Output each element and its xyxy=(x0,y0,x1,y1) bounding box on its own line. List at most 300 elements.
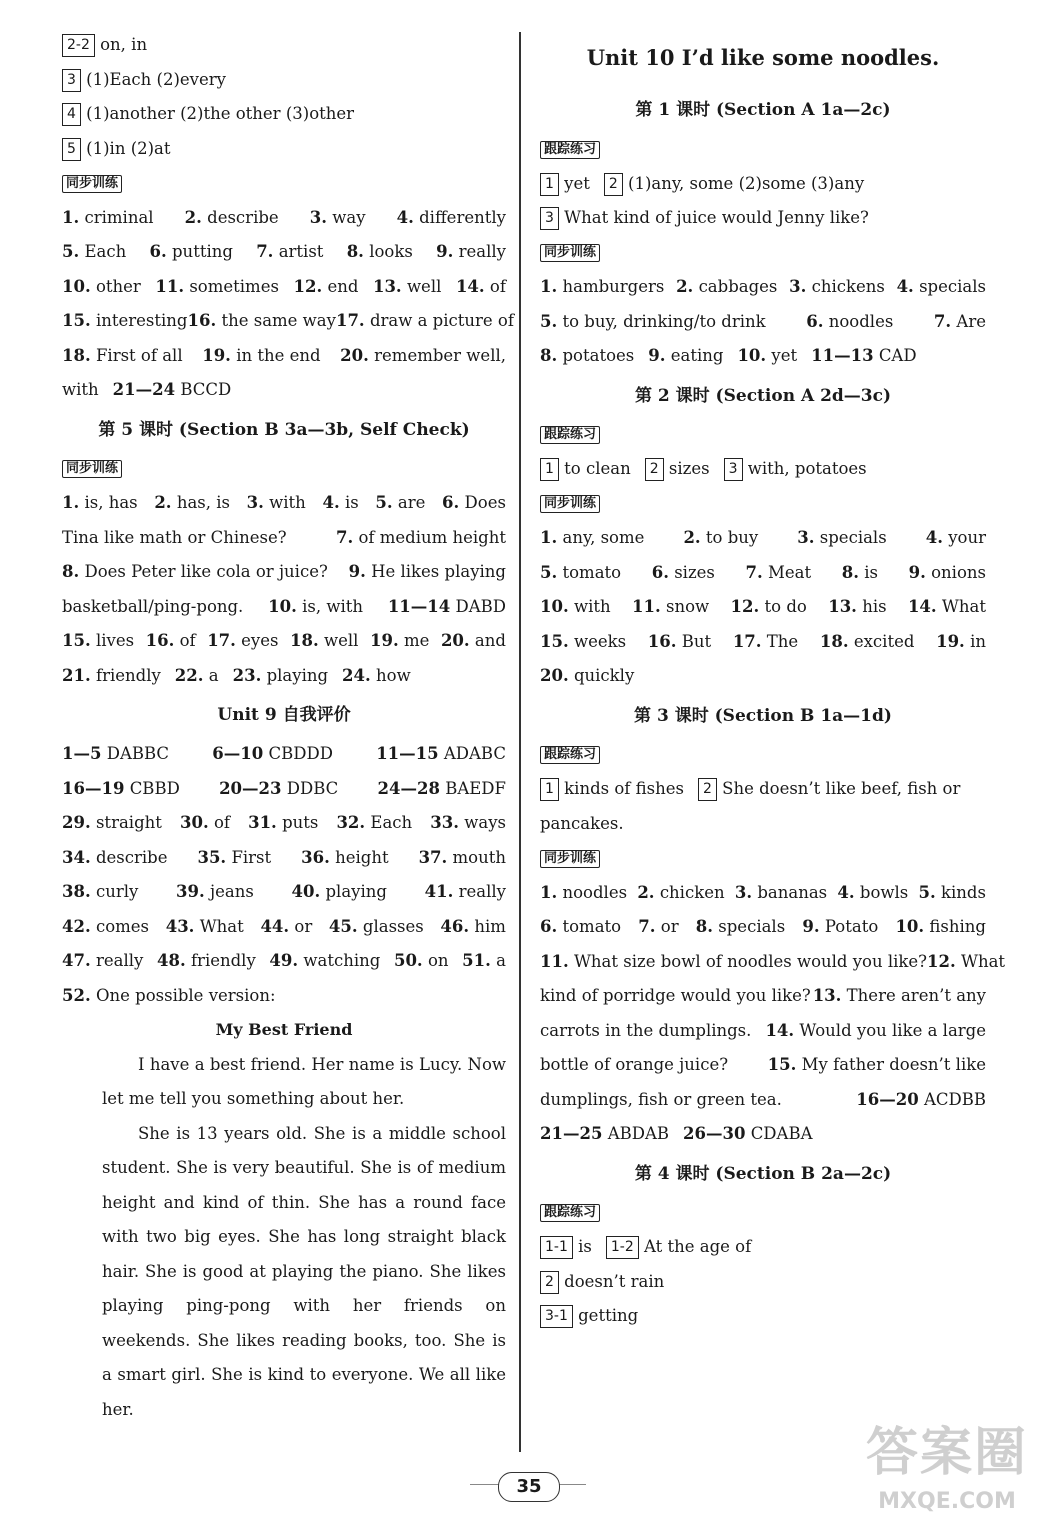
answer-item xyxy=(820,625,915,660)
question-number-box: 2 xyxy=(540,1271,559,1294)
answer-text: doesn’t rain xyxy=(558,1271,665,1291)
answer-number: 14. xyxy=(455,276,485,296)
boxed-answer-item xyxy=(62,139,171,158)
answer-item xyxy=(62,201,154,236)
answer-item xyxy=(260,910,312,945)
answer-text: how xyxy=(376,665,411,685)
answer-line xyxy=(540,1117,986,1152)
answer-line xyxy=(540,521,986,556)
answer-text: CBDDD xyxy=(268,744,333,763)
answer-text: describe xyxy=(207,207,279,227)
answer-number: 9. xyxy=(802,917,820,936)
answer-line xyxy=(62,772,506,807)
answer-number: 12. xyxy=(730,597,760,616)
answer-item xyxy=(540,625,626,660)
answer-text: What xyxy=(199,916,244,936)
question-number-box: 3-1 xyxy=(540,1305,573,1328)
answer-item xyxy=(746,556,812,591)
answer-number: 11—14 xyxy=(387,596,451,616)
answer-item xyxy=(895,910,986,945)
answer-line xyxy=(540,876,986,911)
answer-item xyxy=(926,521,986,556)
answer-number: 7. xyxy=(745,562,763,582)
answer-number: 7. xyxy=(638,917,656,936)
answer-number: 15. xyxy=(767,1055,797,1074)
answer-text: straight xyxy=(95,813,162,832)
answer-item xyxy=(175,666,219,685)
answer-line xyxy=(540,305,986,340)
answer-item xyxy=(292,875,387,910)
answer-text: carrots in the dumplings. xyxy=(540,1020,752,1040)
answer-text: friendly xyxy=(95,665,161,685)
answer-number: 9. xyxy=(436,242,454,261)
lesson1-heading: 第 1 课时 (Section A 1a—2c) xyxy=(635,100,891,120)
answer-text: hamburgers xyxy=(562,277,665,296)
answer-item xyxy=(648,625,711,660)
answer-text: him xyxy=(474,916,506,936)
answer-item xyxy=(197,841,271,876)
answer-text: (1)in (2)at xyxy=(80,138,171,158)
answer-item xyxy=(768,1048,986,1083)
answer-number: 9. xyxy=(908,562,926,582)
left-column xyxy=(62,28,514,1427)
answer-item xyxy=(648,346,723,365)
answer-text: playing xyxy=(325,882,387,901)
answer-text: She doesn’t like beef, fish or xyxy=(716,779,961,798)
answer-item xyxy=(290,624,358,659)
answer-number: 11. xyxy=(540,951,569,971)
answer-item xyxy=(927,945,1005,980)
answer-item xyxy=(540,590,611,625)
answer-item xyxy=(683,521,758,556)
answer-text: snow xyxy=(666,597,710,616)
answer-text: criminal xyxy=(84,207,154,227)
answer-text: other xyxy=(95,276,141,296)
answer-text: sometimes xyxy=(189,276,279,296)
answer-text: puts xyxy=(282,813,319,832)
answer-text: with xyxy=(573,597,611,616)
answer-line xyxy=(62,806,506,841)
answer-number: 2. xyxy=(676,277,694,296)
answer-text: Would you like a large xyxy=(799,1020,986,1040)
answer-text: of xyxy=(489,276,506,296)
answer-number: 30. xyxy=(179,813,209,832)
answer-number: 3. xyxy=(734,882,753,902)
answer-item xyxy=(540,1083,782,1118)
sync-label: 同步训练 xyxy=(540,495,600,513)
answer-item xyxy=(540,945,927,980)
answer-item xyxy=(430,806,506,841)
left-top-items xyxy=(62,28,506,166)
boxed-answer-item xyxy=(540,779,684,798)
answer-number: 6. xyxy=(149,242,167,261)
answer-line xyxy=(62,944,506,979)
answer-line xyxy=(62,235,506,270)
answer-item xyxy=(540,556,621,591)
answer-number: 50. xyxy=(393,951,423,970)
answer-line xyxy=(62,659,506,694)
answer-text: kinds of fishes xyxy=(558,779,684,798)
answer-number: 47. xyxy=(62,951,91,970)
answer-text: First xyxy=(231,847,272,867)
answer-number: 5. xyxy=(540,311,558,331)
answer-number: 16. xyxy=(145,631,175,650)
answer-text: fishing xyxy=(929,917,986,936)
answer-number: 16. xyxy=(187,311,217,330)
answer-number: 19. xyxy=(936,631,965,651)
answer-item xyxy=(735,876,827,911)
answer-text: with xyxy=(62,380,99,399)
answer-text: ABDAB xyxy=(607,1124,669,1143)
answer-item xyxy=(908,590,986,625)
question-number-box: 3 xyxy=(724,458,743,481)
answer-number: 5. xyxy=(375,493,393,512)
answer-item xyxy=(540,270,664,305)
answer-number: 35. xyxy=(197,847,227,867)
answer-text: looks xyxy=(369,242,413,261)
answer-text: draw a picture of xyxy=(369,311,514,330)
answer-item xyxy=(373,270,441,305)
answer-item xyxy=(293,270,358,305)
answer-number: 10. xyxy=(895,917,925,936)
answer-text: Meat xyxy=(768,562,812,582)
answer-number: 19. xyxy=(370,631,399,650)
answer-number: 10. xyxy=(737,346,767,365)
answer-line xyxy=(62,373,506,408)
answer-number: 17. xyxy=(335,311,365,330)
answer-number: 31. xyxy=(248,813,277,832)
unit9-answers xyxy=(62,737,506,1013)
answer-line xyxy=(540,1014,986,1049)
question-number-box: 2-2 xyxy=(62,34,95,57)
boxed-answer-item xyxy=(540,1237,592,1256)
answer-item xyxy=(540,910,621,945)
answer-line xyxy=(540,659,986,694)
answer-number: 6. xyxy=(651,562,669,582)
answer-text: What xyxy=(941,597,986,616)
answer-text: tomato xyxy=(562,917,622,936)
answer-text: artist xyxy=(278,242,324,261)
question-number-box: 2 xyxy=(604,173,623,196)
answer-item xyxy=(62,590,243,625)
answer-number: 8. xyxy=(841,562,859,582)
answer-line xyxy=(540,1083,986,1118)
answer-number: 39. xyxy=(176,882,205,901)
answer-text: The xyxy=(766,631,799,651)
track-label: 跟踪练习 xyxy=(540,141,600,159)
question-number-box: 1 xyxy=(540,458,559,481)
answer-text: playing xyxy=(266,665,329,685)
answer-line xyxy=(540,1048,986,1083)
answer-text: of xyxy=(179,631,196,650)
answer-item xyxy=(349,555,506,590)
answer-item xyxy=(442,486,506,521)
answer-number: 18. xyxy=(290,631,319,650)
answer-item xyxy=(176,875,254,910)
answer-number: 13. xyxy=(812,986,842,1005)
answer-item xyxy=(340,339,506,374)
boxed-answer-item xyxy=(606,1237,751,1256)
answer-text: Does xyxy=(464,493,506,512)
answer-text: sizes xyxy=(663,459,710,478)
answer-line xyxy=(62,841,506,876)
answer-number: 2. xyxy=(184,207,202,227)
answer-item xyxy=(375,486,425,521)
answer-text: the same way xyxy=(221,311,336,330)
answer-line xyxy=(540,270,986,305)
answer-item xyxy=(540,521,644,556)
boxed-answer-item xyxy=(540,459,631,478)
boxed-answer-item xyxy=(604,174,864,193)
answer-text: of xyxy=(213,813,230,832)
lesson3-track-line2: pancakes. xyxy=(540,813,624,833)
answer-item xyxy=(62,304,187,339)
answer-number: 16—19 xyxy=(62,778,125,798)
answer-number: 49. xyxy=(269,951,299,970)
answer-item xyxy=(248,806,318,841)
answer-text: to buy, drinking/to drink xyxy=(562,311,766,331)
answer-text: interesting xyxy=(95,311,188,330)
answer-number: 20. xyxy=(540,666,569,685)
answer-number: 7. xyxy=(256,242,274,261)
answer-number: 4. xyxy=(322,493,340,512)
answer-text: has, is xyxy=(176,493,230,512)
answer-line xyxy=(540,556,986,591)
answer-item xyxy=(797,521,886,556)
question-number-box: 1-1 xyxy=(540,1236,573,1259)
answer-line xyxy=(62,875,506,910)
answer-line xyxy=(62,97,506,132)
answer-item xyxy=(696,910,785,945)
answer-number: 12. xyxy=(293,276,323,296)
sync-label: 同步训练 xyxy=(62,460,122,478)
essay-title: My Best Friend xyxy=(215,1020,353,1039)
answer-text: with, potatoes xyxy=(742,459,867,478)
answer-text: DDBC xyxy=(286,778,339,798)
answer-number: 6. xyxy=(442,493,460,512)
answer-item xyxy=(62,235,126,270)
answer-number: 20—23 xyxy=(219,778,282,798)
answer-number: 45. xyxy=(328,916,358,936)
answer-line xyxy=(62,624,506,659)
answer-item xyxy=(62,380,99,399)
answer-line xyxy=(540,910,986,945)
answer-number: 10. xyxy=(268,596,297,616)
answer-number: 24. xyxy=(342,665,371,685)
page-number: 35 xyxy=(498,1472,560,1502)
answer-number: 11. xyxy=(632,597,661,616)
question-number-box: 2 xyxy=(645,458,664,481)
answer-number: 7. xyxy=(933,311,952,331)
lesson4-track-answers xyxy=(540,1230,986,1334)
answer-item xyxy=(394,944,449,979)
answer-number: 6. xyxy=(540,917,558,936)
answer-line xyxy=(540,339,986,374)
sync-label: 同步训练 xyxy=(540,244,600,262)
answer-number: 40. xyxy=(291,882,321,901)
answer-number: 32. xyxy=(336,813,366,832)
answer-number: 4. xyxy=(925,528,943,547)
boxed-answer-item xyxy=(540,174,590,193)
answer-item xyxy=(256,235,323,270)
answer-item xyxy=(268,590,363,625)
right-column xyxy=(540,28,1006,1334)
answer-item xyxy=(157,944,256,979)
answer-text: any, some xyxy=(562,528,645,547)
answer-number: 41. xyxy=(424,882,454,901)
answer-number: 51. xyxy=(462,951,491,970)
answer-text: What xyxy=(960,951,1006,971)
answer-text: tomato xyxy=(562,562,622,582)
answer-text: eyes xyxy=(241,631,279,650)
answer-number: 8. xyxy=(695,917,714,936)
answer-number: 1. xyxy=(62,493,80,512)
answer-item xyxy=(219,772,338,807)
answer-text: My father doesn’t like xyxy=(801,1055,986,1074)
answer-item xyxy=(388,590,506,625)
answer-item xyxy=(62,624,134,659)
answer-text: differently xyxy=(419,207,506,227)
answer-number: 4. xyxy=(896,277,914,296)
answer-text: comes xyxy=(95,916,150,936)
answer-text: Potato xyxy=(824,917,879,936)
answer-item xyxy=(185,201,279,236)
answer-line xyxy=(540,1265,986,1300)
question-number-box: 5 xyxy=(62,138,81,161)
answer-text: sizes xyxy=(674,562,715,582)
answer-item xyxy=(62,666,161,685)
answer-number: 3. xyxy=(246,493,264,512)
answer-text: remember well, xyxy=(374,345,506,365)
answer-text: is xyxy=(572,1237,592,1256)
lesson3-track-line1 xyxy=(540,772,986,807)
answer-text: excited xyxy=(853,631,915,651)
answer-item xyxy=(269,944,380,979)
answer-text: or xyxy=(660,917,679,936)
answer-number: 14. xyxy=(765,1020,795,1040)
answer-item xyxy=(62,270,141,305)
answer-text: or xyxy=(294,916,313,936)
answer-number: 48. xyxy=(156,951,186,970)
answer-text: weeks xyxy=(573,631,627,651)
answer-number: 46. xyxy=(440,916,470,936)
answer-line xyxy=(62,737,506,772)
answer-text: Each xyxy=(370,813,413,832)
answer-line xyxy=(62,63,506,98)
boxed-answer-item xyxy=(62,70,226,89)
lesson1-sync-answers xyxy=(540,270,986,374)
answer-number: 13. xyxy=(828,597,857,616)
answer-number: 12. xyxy=(927,951,956,971)
answer-text: to clean xyxy=(558,459,631,478)
answer-text: What size bowl of noodles would you like? xyxy=(573,951,928,971)
answer-item xyxy=(652,556,715,591)
answer-text: First of all xyxy=(95,345,183,365)
answer-text: chickens xyxy=(811,277,885,296)
answer-text: CAD xyxy=(878,346,917,365)
answer-text: DABD xyxy=(455,596,506,616)
answer-item xyxy=(62,521,287,556)
answer-item xyxy=(150,235,233,270)
answer-text: ACDBB xyxy=(923,1089,986,1109)
answer-number: 3. xyxy=(789,277,807,296)
column-divider xyxy=(519,32,521,1452)
answer-item xyxy=(419,841,506,876)
answer-text: yet xyxy=(558,173,590,193)
answer-text: end xyxy=(327,276,359,296)
answer-item xyxy=(342,666,411,685)
answer-number: 1. xyxy=(540,277,558,296)
answer-item xyxy=(856,1083,986,1118)
answer-number: 34. xyxy=(62,847,91,867)
answer-text: BAEDF xyxy=(445,778,506,798)
answer-number: 16. xyxy=(647,631,677,651)
answer-line xyxy=(540,1230,986,1265)
answer-item xyxy=(113,380,232,399)
answer-item xyxy=(336,806,412,841)
lesson3-heading: 第 3 课时 (Section B 1a—1d) xyxy=(634,705,892,726)
answer-text: is xyxy=(864,562,878,582)
answer-line xyxy=(62,304,514,339)
answer-text: is, has xyxy=(84,493,138,512)
answer-item xyxy=(737,346,797,365)
answer-text: (1)Each (2)every xyxy=(80,69,226,89)
answer-item xyxy=(540,1048,728,1083)
answer-item xyxy=(336,521,506,556)
answer-item xyxy=(837,876,908,911)
answer-number: 52. xyxy=(62,985,91,1005)
answer-text: on xyxy=(427,951,449,970)
answer-text: way xyxy=(332,207,366,227)
answer-number: 15. xyxy=(62,311,91,330)
answer-line xyxy=(540,979,986,1014)
answer-text: (1)any, some (2)some (3)any xyxy=(622,173,865,193)
unit10-title: Unit 10 I’d like some noodles. xyxy=(586,45,940,70)
answer-line xyxy=(540,625,986,660)
answer-number: 16—20 xyxy=(856,1089,919,1109)
answer-text: (1)another (2)the other (3)other xyxy=(80,104,355,123)
boxed-answer-item xyxy=(724,459,867,478)
answer-line xyxy=(540,945,1006,980)
answer-line xyxy=(62,339,506,374)
answer-text: well xyxy=(406,276,442,296)
answer-item xyxy=(154,486,230,521)
answer-number: 4. xyxy=(396,207,414,227)
answer-text: in the end xyxy=(236,345,321,365)
answer-number: 10. xyxy=(540,597,569,616)
answer-text: Are xyxy=(956,311,986,331)
answer-number: 3. xyxy=(797,528,815,547)
answer-text: curly xyxy=(95,882,139,901)
answer-number: 8. xyxy=(346,242,364,261)
question-number-box: 3 xyxy=(62,69,81,92)
answer-line xyxy=(62,486,506,521)
answer-number: 1. xyxy=(62,207,80,227)
answer-item xyxy=(540,979,811,1014)
answer-text: eating xyxy=(670,346,724,365)
answer-item xyxy=(733,625,798,660)
answer-line xyxy=(62,201,506,236)
answer-number: 21—24 xyxy=(112,380,176,399)
answer-text: potatoes xyxy=(562,346,635,365)
answer-item xyxy=(62,486,138,521)
answer-item xyxy=(425,875,506,910)
answer-item xyxy=(329,910,424,945)
answer-item xyxy=(936,625,986,660)
answer-number: 23. xyxy=(232,665,262,685)
answer-item xyxy=(683,1124,813,1143)
boxed-answer-item xyxy=(540,1306,638,1325)
